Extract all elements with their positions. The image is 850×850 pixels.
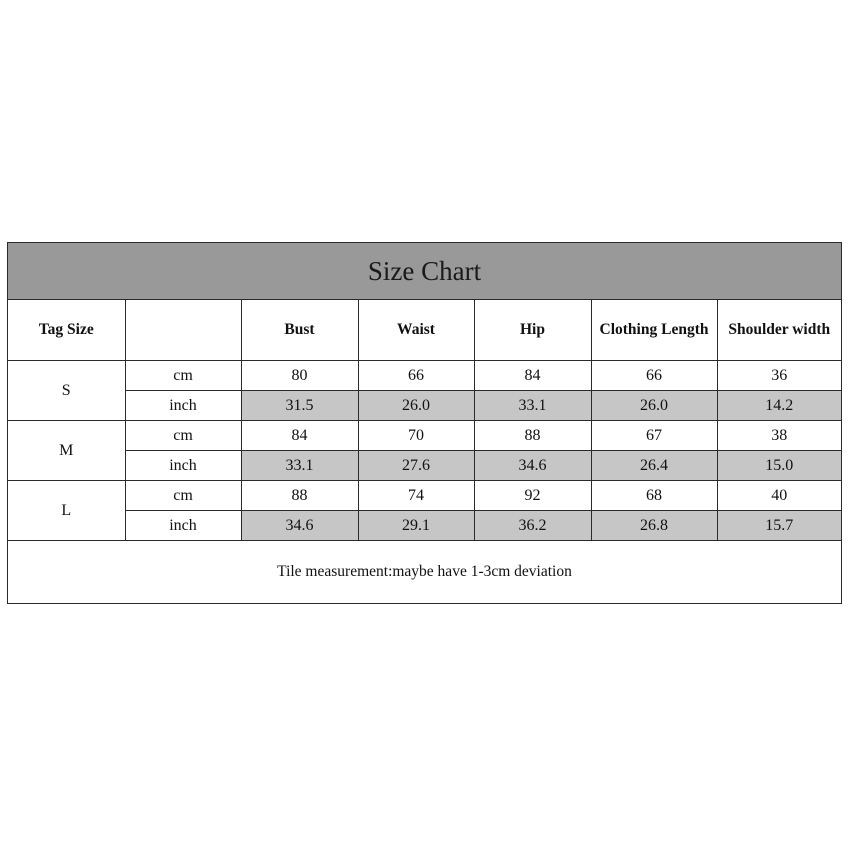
hip-cell: 92 [474,481,591,511]
shoulder-width-cell: 14.2 [717,391,841,421]
shoulder-width-cell: 15.7 [717,511,841,541]
hip-cell: 36.2 [474,511,591,541]
shoulder-width-cell: 15.0 [717,451,841,481]
shoulder-width-cell: 40 [717,481,841,511]
table-row [8,391,841,421]
waist-cell: 29.1 [358,511,474,541]
note-row [8,541,841,604]
bust-cell: 80 [241,361,358,391]
waist-cell: 66 [358,361,474,391]
waist-cell: 26.0 [358,391,474,421]
waist-cell: 27.6 [358,451,474,481]
header-row [8,300,841,361]
header-bust: Bust [241,300,358,361]
bust-cell: 88 [241,481,358,511]
unit-cell: cm [125,361,241,391]
size-tag-cell: S [8,361,125,421]
waist-cell: 74 [358,481,474,511]
unit-cell: inch [125,511,241,541]
clothing-length-cell: 26.8 [591,511,717,541]
unit-cell: inch [125,451,241,481]
unit-cell: cm [125,421,241,451]
clothing-length-cell: 26.0 [591,391,717,421]
bust-cell: 31.5 [241,391,358,421]
size-chart [7,242,842,604]
bust-cell: 34.6 [241,511,358,541]
size-table [8,300,841,603]
size-tag-cell: M [8,421,125,481]
hip-cell: 84 [474,361,591,391]
header-unit [125,300,241,361]
hip-cell: 34.6 [474,451,591,481]
clothing-length-cell: 66 [591,361,717,391]
shoulder-width-cell: 36 [717,361,841,391]
clothing-length-cell: 26.4 [591,451,717,481]
unit-cell: inch [125,391,241,421]
header-shoulder-width: Shoulder width [717,300,841,361]
bust-cell: 84 [241,421,358,451]
header-tag-size: Tag Size [8,300,125,361]
unit-cell: cm [125,481,241,511]
size-tag-cell: L [8,481,125,541]
measurement-note: Tile measurement:maybe have 1-3cm deviation [8,541,841,604]
hip-cell: 33.1 [474,391,591,421]
shoulder-width-cell: 38 [717,421,841,451]
table-row [8,481,841,511]
chart-title: Size Chart [8,243,841,300]
bust-cell: 33.1 [241,451,358,481]
clothing-length-cell: 67 [591,421,717,451]
header-waist: Waist [358,300,474,361]
table-row [8,451,841,481]
hip-cell: 88 [474,421,591,451]
table-row [8,421,841,451]
header-hip: Hip [474,300,591,361]
table-row [8,511,841,541]
clothing-length-cell: 68 [591,481,717,511]
table-row [8,361,841,391]
header-clothing-length: Clothing Length [591,300,717,361]
waist-cell: 70 [358,421,474,451]
